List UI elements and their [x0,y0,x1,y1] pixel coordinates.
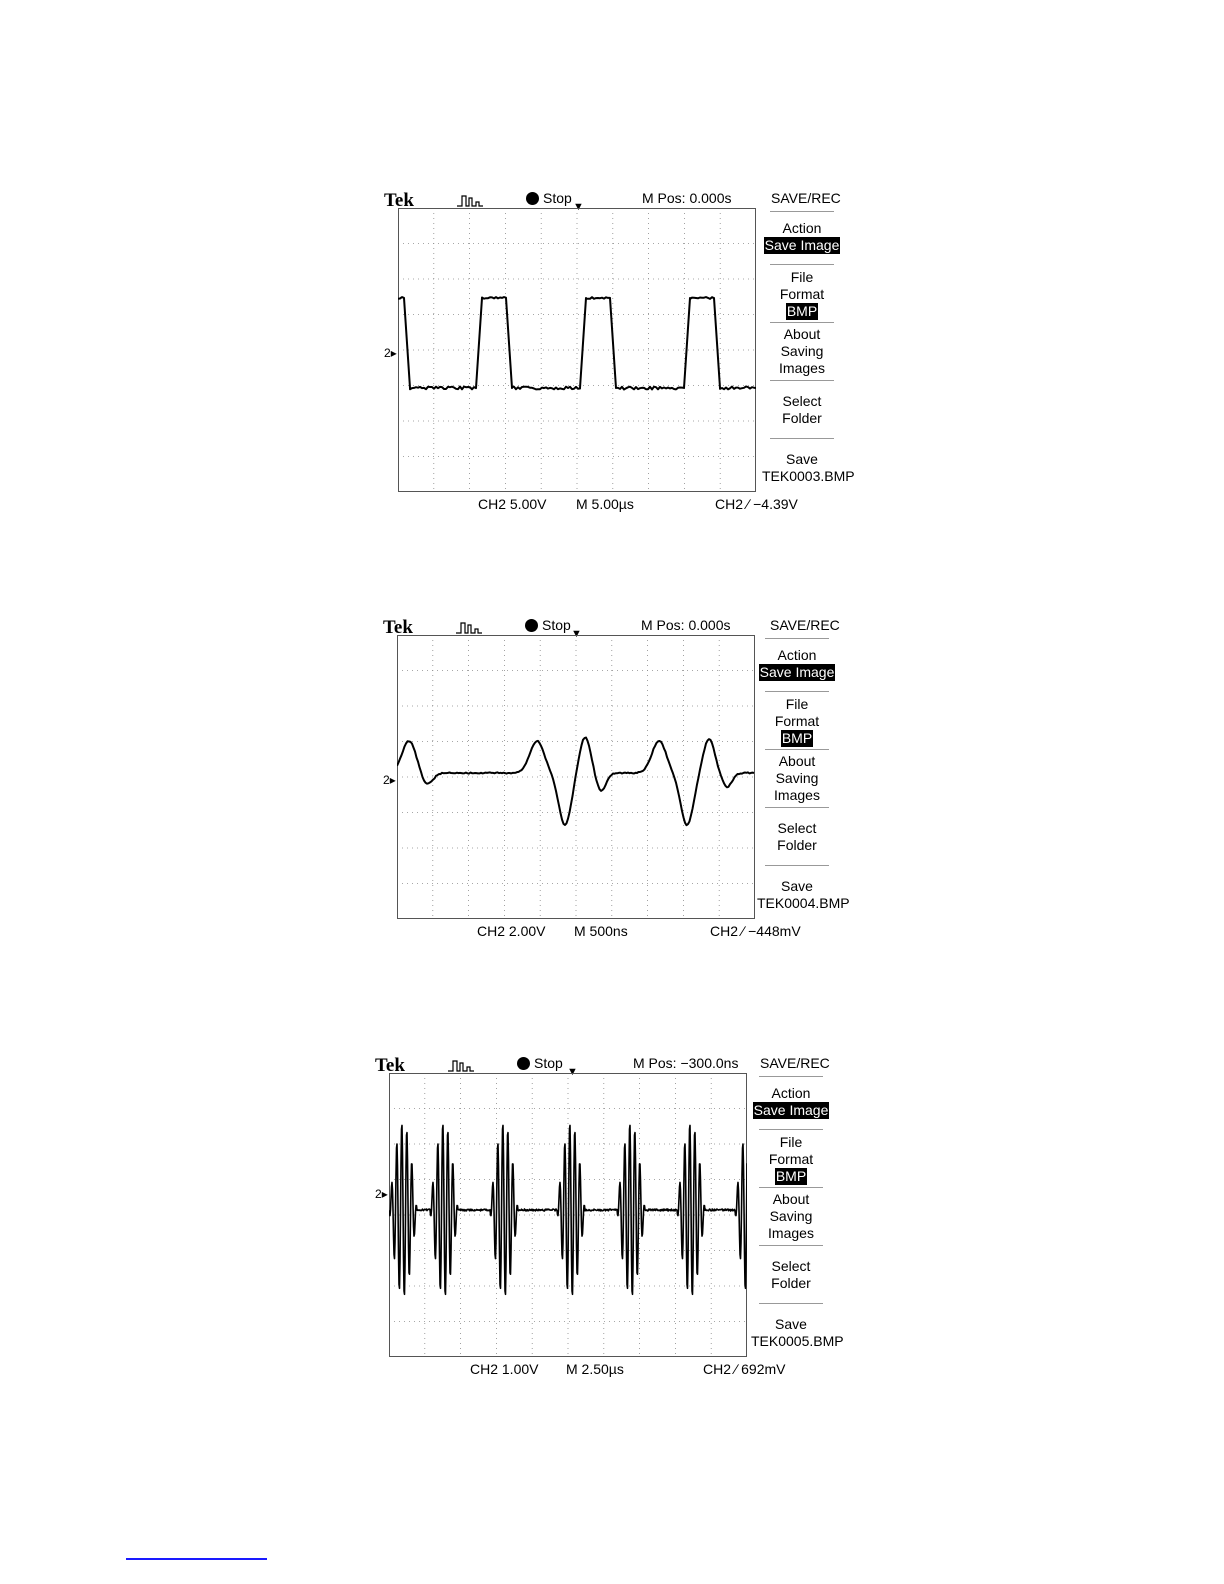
menu-save[interactable]: Save TEK0005.BMP [751,1316,844,1349]
menu-file-format[interactable]: File Format BMP [774,696,820,746]
menu-about-saving-images[interactable]: About Saving Images [779,326,825,376]
menu-action[interactable]: Action Save Image [759,647,835,680]
run-state [517,1055,563,1071]
action-value: Save Image [753,1102,829,1118]
trigger-position-icon: ▼ [573,201,584,213]
scope-screen-3 [375,1055,845,1385]
brand-logo: Tek [383,617,413,638]
menu-select-folder[interactable]: Select Folder [771,1258,811,1291]
menu-select-folder[interactable]: Select Folder [782,393,822,426]
channel-2-marker: 2▸ [383,773,396,787]
ch2-waveform [389,1125,747,1294]
waveform-graticule [389,1073,747,1357]
channel-scale: CH2 5.00V [478,496,547,512]
menu-select-folder[interactable]: Select Folder [777,820,817,853]
horizontal-position: M Pos: 0.000s [641,617,731,633]
acquire-mode-icon [455,621,483,635]
menu-title: SAVE/REC [771,190,841,206]
menu-title: SAVE/REC [760,1055,830,1071]
run-state-label: Stop [534,1055,563,1071]
file-format-value: BMP [775,1168,807,1184]
stop-indicator-icon [525,619,538,632]
stop-indicator-icon [526,192,539,205]
trigger-level: CH2 ∕ 692mV [703,1361,786,1377]
menu-save[interactable]: Save TEK0003.BMP [762,451,855,484]
trigger-position-icon: ▼ [567,1066,578,1078]
stop-indicator-icon [517,1057,530,1070]
menu-file-format[interactable]: File Format BMP [768,1134,814,1184]
footnote-separator [126,1558,267,1560]
file-format-value: BMP [781,730,813,746]
menu-save[interactable]: Save TEK0004.BMP [757,878,850,911]
menu-about-saving-images[interactable]: About Saving Images [774,753,820,803]
acquire-mode-icon [456,194,484,208]
channel-scale: CH2 1.00V [470,1361,539,1377]
horizontal-position: M Pos: 0.000s [642,190,732,206]
scope-screen-1 [384,190,854,520]
timebase: M 2.50µs [566,1361,624,1377]
brand-logo: Tek [375,1055,405,1076]
horizontal-position: M Pos: −300.0ns [633,1055,739,1071]
trigger-level: CH2 ∕ −4.39V [715,496,798,512]
menu-action[interactable]: Action Save Image [753,1085,829,1118]
trigger-position-icon: ▼ [571,628,582,640]
channel-scale: CH2 2.00V [477,923,546,939]
menu-about-saving-images[interactable]: About Saving Images [768,1191,814,1241]
menu-file-format[interactable]: File Format BMP [779,269,825,319]
timebase: M 5.00µs [576,496,634,512]
waveform-graticule [397,635,755,919]
menu-action[interactable]: Action Save Image [764,220,840,253]
scope-screen-2 [383,617,853,947]
menu-title: SAVE/REC [770,617,840,633]
run-state [525,617,571,633]
brand-logo: Tek [384,190,414,211]
action-value: Save Image [759,664,835,680]
run-state-label: Stop [543,190,572,206]
action-value: Save Image [764,237,840,253]
channel-2-marker: 2▸ [375,1187,388,1201]
run-state-label: Stop [542,617,571,633]
run-state [526,190,572,206]
timebase: M 500ns [574,923,628,939]
trigger-level: CH2 ∕ −448mV [710,923,801,939]
file-format-value: BMP [786,303,818,319]
channel-2-marker: 2▸ [384,346,397,360]
acquire-mode-icon [447,1059,475,1073]
ch2-waveform [397,738,754,826]
waveform-graticule [398,208,756,492]
